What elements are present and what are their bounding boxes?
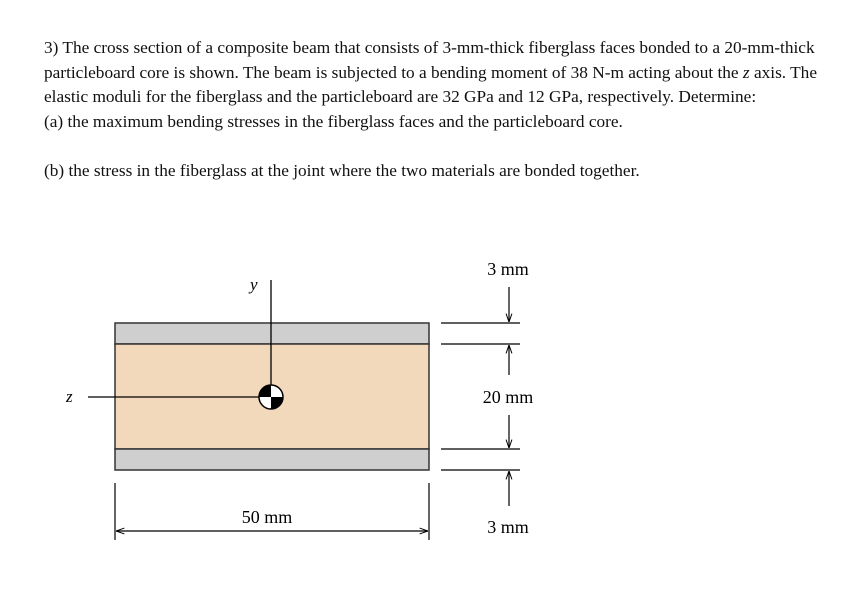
- part-a-text: (a) the maximum bending stresses in the fiberglass faces and the particleboard core.: [44, 111, 623, 131]
- dim-width-label: 50 mm: [241, 507, 293, 527]
- bottom-fiberglass-face: [115, 449, 429, 470]
- statement-part2: axis. The elastic moduli for the fiberglass and the particleboard are 32 GPa and 12 GPa, respectively. Determine:: [44, 62, 817, 106]
- dim-core-label: 20 mm: [482, 387, 534, 407]
- dim-top-face-label: 3 mm: [487, 259, 529, 279]
- z-axis-label: z: [66, 387, 73, 406]
- problem-number: 3): [44, 38, 59, 57]
- y-axis-label: y: [250, 275, 258, 294]
- centroid-icon: [259, 385, 283, 409]
- axis-variable: z: [742, 62, 750, 82]
- statement-part1: The cross section of a composite beam that consists of 3-mm-thick fiberglass faces bonded to a 20-mm-thick particleboard core is shown. The beam is subjected to a bending moment of 38 N-m acting about the: [44, 38, 815, 82]
- top-fiberglass-face: [115, 323, 429, 344]
- part-b-text: (b) the stress in the fiberglass at the joint where the two materials are bonded together.: [44, 161, 640, 180]
- dim-bottom-face-label: 3 mm: [487, 517, 529, 537]
